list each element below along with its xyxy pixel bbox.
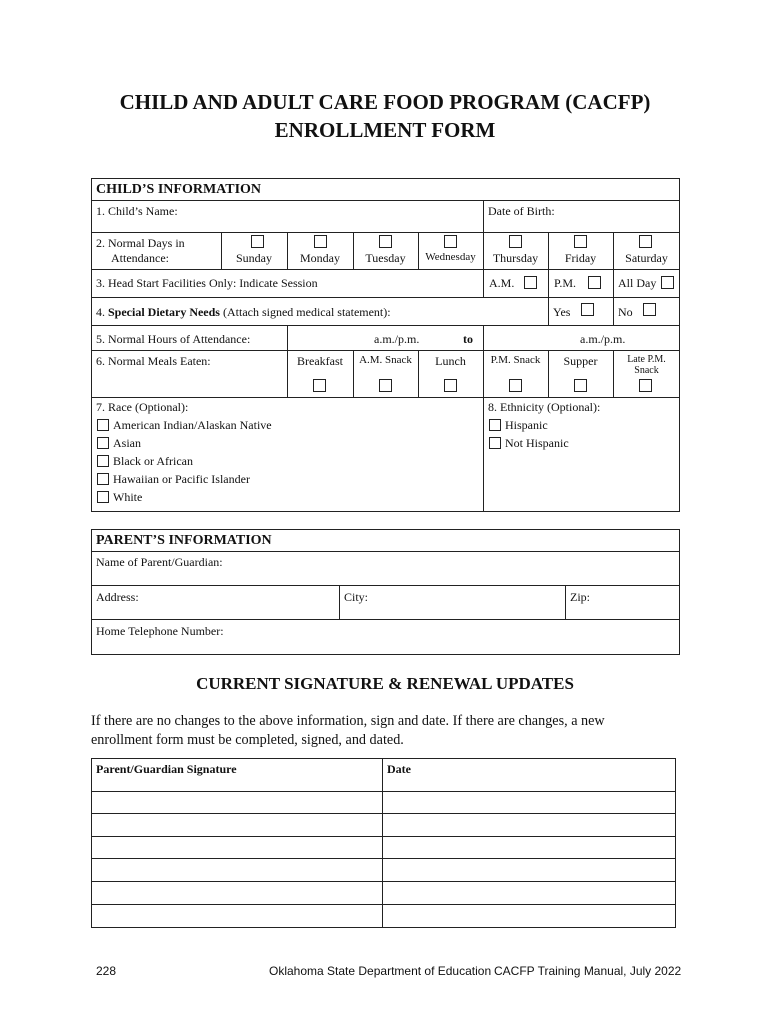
child-info-header: CHILD’S INFORMATION: [96, 182, 262, 197]
phone-label: Home Telephone Number:: [96, 624, 224, 638]
tuesday-checkbox[interactable]: [379, 235, 392, 248]
hours-to: to: [463, 332, 473, 346]
pm-snack-checkbox[interactable]: [509, 379, 522, 392]
hours-label: 5. Normal Hours of Attendance:: [96, 332, 251, 346]
date-field-1[interactable]: [384, 793, 674, 812]
race-pacific-checkbox[interactable]: [97, 473, 109, 485]
monday-checkbox[interactable]: [314, 235, 327, 248]
lunch-checkbox[interactable]: [444, 379, 457, 392]
sunday-checkbox[interactable]: [251, 235, 264, 248]
dietary-needs-label: 4. Special Dietary Needs (Attach signed medical statement):: [96, 305, 391, 319]
race-asian-label: Asian: [113, 436, 141, 450]
headstart-label: 3. Head Start Facilities Only: Indicate Session: [96, 276, 318, 290]
friday-label: Friday: [564, 251, 597, 265]
days-label-line2: Attendance:: [111, 251, 169, 265]
lunch-label: Lunch: [435, 354, 466, 368]
race-native-checkbox[interactable]: [97, 419, 109, 431]
hours-end-field[interactable]: [488, 327, 576, 348]
session-pm-checkbox[interactable]: [588, 276, 601, 289]
dob-field[interactable]: [560, 202, 675, 230]
thursday-checkbox[interactable]: [509, 235, 522, 248]
diet-yes-checkbox[interactable]: [581, 303, 594, 316]
hours-ampm-start: a.m./p.m.: [374, 332, 420, 346]
renewal-instructions-line2: enrollment form must be completed, signed, and dated.: [91, 732, 404, 748]
supper-checkbox[interactable]: [574, 379, 587, 392]
tuesday-label: Tuesday: [365, 251, 406, 265]
address-label: Address:: [96, 590, 139, 604]
am-snack-checkbox[interactable]: [379, 379, 392, 392]
parent-name-label: Name of Parent/Guardian:: [96, 555, 223, 569]
breakfast-checkbox[interactable]: [313, 379, 326, 392]
zip-label: Zip:: [570, 590, 590, 604]
diet-no-label: No: [618, 305, 633, 319]
race-white-label: White: [113, 490, 143, 504]
footer-department: Oklahoma State Department of Education: [269, 964, 492, 978]
saturday-label: Saturday: [625, 251, 668, 265]
meals-label: 6. Normal Meals Eaten:: [96, 354, 211, 368]
child-name-field[interactable]: [190, 202, 478, 230]
dob-label: Date of Birth:: [488, 204, 555, 218]
child-name-label: 1. Child’s Name:: [96, 204, 178, 218]
wednesday-label: Wednesday: [425, 251, 476, 263]
signature-field-6[interactable]: [93, 906, 380, 926]
renewal-heading: CURRENT SIGNATURE & RENEWAL UPDATES: [196, 674, 574, 693]
breakfast-label: Breakfast: [297, 354, 343, 368]
race-label: 7. Race (Optional):: [96, 400, 189, 414]
zip-field[interactable]: [595, 587, 675, 617]
hours-start-field[interactable]: [292, 327, 372, 348]
date-field-5[interactable]: [384, 883, 674, 903]
date-field-4[interactable]: [384, 860, 674, 880]
diet-yes-label: Yes: [553, 305, 571, 319]
supper-label: Supper: [563, 354, 598, 368]
form-title-line2: ENROLLMENT FORM: [274, 118, 496, 142]
parent-info-header: PARENT’S INFORMATION: [96, 533, 272, 548]
monday-label: Monday: [300, 251, 340, 265]
signature-field-5[interactable]: [93, 883, 380, 903]
date-column-header: Date: [387, 762, 411, 776]
days-label-line1: 2. Normal Days in: [96, 236, 185, 250]
signature-field-3[interactable]: [93, 838, 380, 857]
session-allday-label: All Day: [618, 276, 657, 290]
race-black-checkbox[interactable]: [97, 455, 109, 467]
session-pm-label: P.M.: [554, 276, 577, 290]
date-field-3[interactable]: [384, 838, 674, 857]
ethnicity-label: 8. Ethnicity (Optional):: [488, 400, 601, 414]
race-native-label: American Indian/Alaskan Native: [113, 418, 272, 432]
address-field[interactable]: [145, 587, 335, 617]
page-number: 228: [96, 964, 117, 978]
city-label: City:: [344, 590, 369, 604]
parent-name-field[interactable]: [240, 553, 675, 583]
diet-no-checkbox[interactable]: [643, 303, 656, 316]
late-pm-snack-checkbox[interactable]: [639, 379, 652, 392]
ethnicity-not-hispanic-checkbox[interactable]: [489, 437, 501, 449]
city-field[interactable]: [372, 587, 561, 617]
wednesday-checkbox[interactable]: [444, 235, 457, 248]
session-am-label: A.M.: [489, 276, 515, 290]
ethnicity-hispanic-checkbox[interactable]: [489, 419, 501, 431]
hours-ampm-end: a.m./p.m.: [580, 332, 626, 346]
sunday-label: Sunday: [236, 251, 272, 265]
signature-field-2[interactable]: [93, 815, 380, 835]
ethnicity-not-hispanic-label: Not Hispanic: [505, 436, 569, 450]
race-pacific-label: Hawaiian or Pacific Islander: [113, 472, 250, 486]
late-pm-snack-label: Late P.M. Snack: [627, 354, 666, 376]
race-black-label: Black or African: [113, 454, 193, 468]
session-allday-checkbox[interactable]: [661, 276, 674, 289]
am-snack-label: A.M. Snack: [359, 354, 412, 366]
pm-snack-label: P.M. Snack: [490, 354, 541, 366]
ethnicity-hispanic-label: Hispanic: [505, 418, 548, 432]
form-title-line1: CHILD AND ADULT CARE FOOD PROGRAM (CACFP): [119, 90, 651, 114]
race-asian-checkbox[interactable]: [97, 437, 109, 449]
friday-checkbox[interactable]: [574, 235, 587, 248]
race-white-checkbox[interactable]: [97, 491, 109, 503]
signature-column-header: Parent/Guardian Signature: [96, 762, 237, 776]
date-field-2[interactable]: [384, 815, 674, 835]
thursday-label: Thursday: [492, 251, 539, 265]
saturday-checkbox[interactable]: [639, 235, 652, 248]
renewal-instructions-line1: If there are no changes to the above information, sign and date. If there are changes, a new: [91, 713, 605, 729]
phone-field[interactable]: [235, 621, 675, 652]
signature-field-1[interactable]: [93, 793, 380, 812]
footer-manual: CACFP Training Manual, July 2022: [494, 964, 682, 978]
signature-field-4[interactable]: [93, 860, 380, 880]
session-am-checkbox[interactable]: [524, 276, 537, 289]
date-field-6[interactable]: [384, 906, 674, 926]
